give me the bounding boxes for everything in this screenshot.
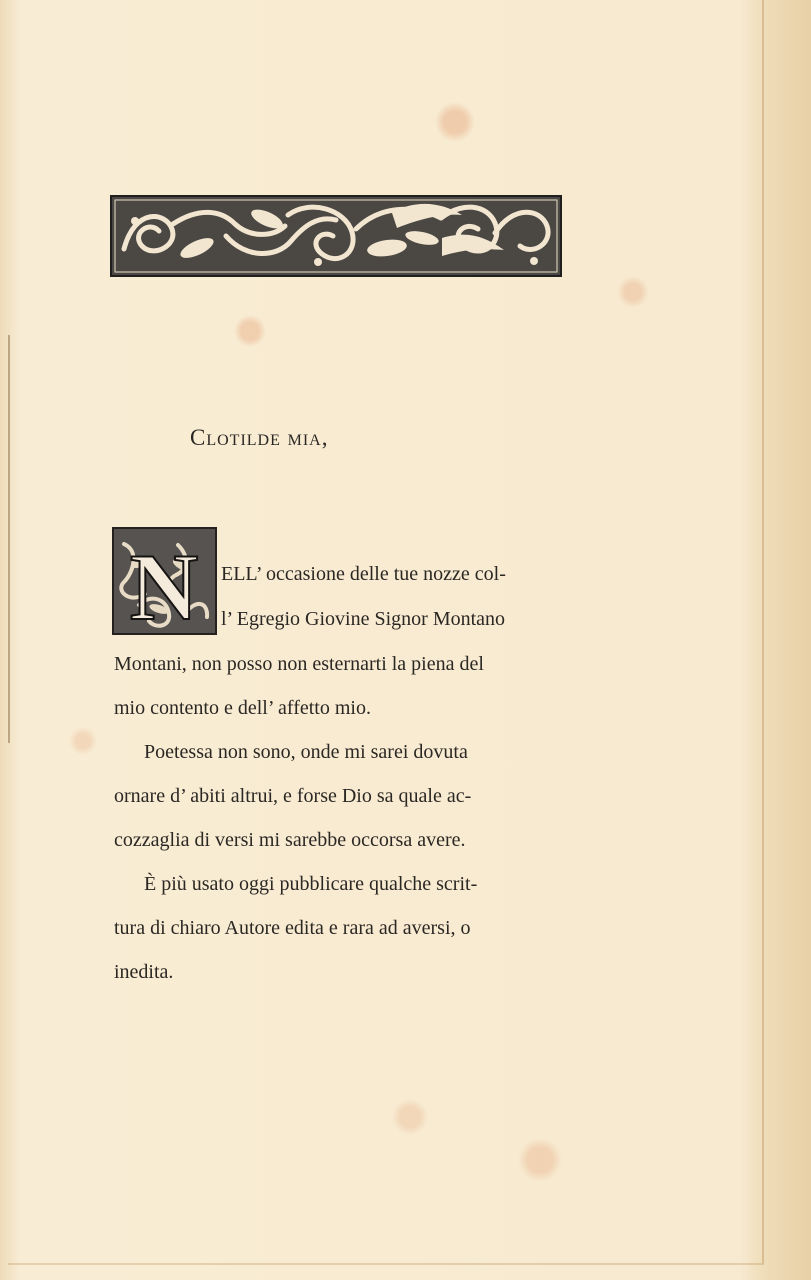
decorative-headpiece bbox=[110, 195, 562, 277]
letter-body bbox=[114, 642, 584, 994]
text-line-6: ornare d’ abiti altrui, e forse Dio sa quale ac- bbox=[114, 785, 472, 807]
salutation: Clotilde mia, bbox=[190, 425, 329, 450]
text-line-4: mio contento e dell’ affetto mio. bbox=[114, 697, 371, 719]
ornamental-scroll-icon bbox=[110, 195, 562, 277]
text-line-7: cozzaglia di versi mi sarebbe occorsa avere. bbox=[114, 829, 466, 851]
dropcap-letter: N bbox=[129, 534, 199, 635]
text-line-9: tura di chiaro Autore edita e rara ad aversi, o bbox=[114, 917, 471, 939]
text-line-2: l’ Egregio Giovine Signor Montano bbox=[221, 608, 506, 630]
text-line-1: ELL’ occasione delle tue nozze col- bbox=[221, 563, 506, 585]
text-line-8: È più usato oggi pubblicare qualche scrit- bbox=[144, 873, 478, 895]
text-line-3: Montani, non posso non esternarti la piena del bbox=[114, 653, 484, 675]
text-line-5: Poetessa non sono, onde mi sarei dovuta bbox=[144, 741, 468, 763]
text-line-10: inedita. bbox=[114, 961, 174, 983]
initial-capital bbox=[112, 527, 217, 635]
decorative-initial-n-icon bbox=[112, 527, 217, 635]
